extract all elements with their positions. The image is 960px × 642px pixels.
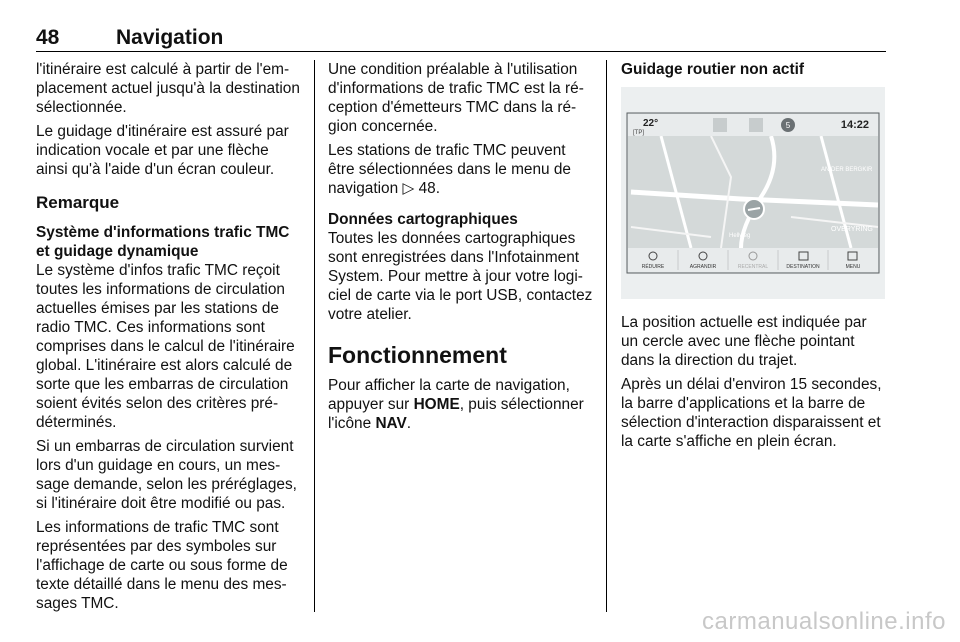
paragraph: Le système d'infos trafic TMC reçoit toutes les informations de circulation actuelles émises par les stations de radio TMC. Ces informations sont comprises dans le calcul de l'itinéraire global. L'itinéraire est alors calculé de sorte que les embarras de circulation soient évités selon des critères prédéterminés. <box>36 262 295 431</box>
paragraph-text: . <box>406 415 412 432</box>
column-left <box>36 60 304 618</box>
destination-button: DESTINATION <box>786 264 820 270</box>
paragraph <box>328 141 594 198</box>
navigation-screen-illustration <box>621 87 885 299</box>
street-label: AN DER BERGKIR <box>821 167 873 173</box>
clock-text: 14:22 <box>840 119 869 131</box>
reduce-button: RÉDUIRE <box>641 264 665 270</box>
column-right <box>621 60 887 456</box>
paragraph: La position actuelle est indiquée par un cercle avec une flèche pointant dans la direction du trajet. <box>621 314 867 369</box>
page-reference: 48. <box>418 180 440 197</box>
paragraph-text: Les stations de trafic TMC peuvent être sélectionnées dans le menu de navigation <box>328 142 571 197</box>
paragraph: Les informations de trafic TMC sont représentées par des symboles sur l'affichage de carte ou sous forme de texte détaillé dans le menu des messages TMC. <box>36 519 288 612</box>
paragraph: Une condition préalable à l'utilisation d'informations de trafic TMC est la réception d'émetteurs TMC dans la région concernée. <box>328 61 584 135</box>
header-rule <box>36 51 886 52</box>
page-number: 48 <box>36 26 60 49</box>
paragraph <box>328 376 594 433</box>
paragraph: Après un délai d'environ 15 secondes, la barre d'applications et la barre de sélection d'interaction disparaissent et la carte s'affiche en plein écran. <box>621 376 882 450</box>
page-header <box>36 26 886 52</box>
temperature-text: 22° <box>643 118 659 129</box>
enlarge-button: AGRANDIR <box>689 264 717 270</box>
paragraph: Toutes les données cartographiques sont enregistrées dans l'Infotainment System. Pour mettre à jour votre logiciel de carte via le port USB, contactez votre atelier. <box>328 230 593 323</box>
column-divider <box>314 60 315 612</box>
paragraph: l'itinéraire est calculé à partir de l'emplacement actuel jusqu'à la destination sélectionnée. <box>36 61 300 116</box>
section-subheading: Données cartographiques <box>328 211 518 228</box>
paragraph: Si un embarras de circulation survient lors d'un guidage en cours, un message demande, selon les préréglages, si l'itinéraire doit être modifié ou pas. <box>36 438 297 512</box>
paragraph-text: , puis sélectionner l'icône <box>328 396 584 432</box>
paragraph: Le guidage d'itinéraire est assuré par indication vocale et par une flèche ainsi qu'à l'aide d'un écran couleur. <box>36 123 289 178</box>
nav-keyword: NAV <box>375 415 407 432</box>
tp-label: [TP] <box>633 130 645 136</box>
section-heading: Fonctionnement <box>328 342 507 368</box>
street-label: OVERYRING <box>831 226 873 233</box>
menu-button: MENU <box>845 264 861 270</box>
footer-watermark: carmanualsonline.info <box>702 608 946 635</box>
page-ref-arrow-icon: ▷ <box>402 180 415 197</box>
remark-heading: Remarque <box>36 193 120 212</box>
paragraph-text: Pour afficher la carte de navigation, appuyer sur <box>328 377 570 413</box>
navigation-screen-figure <box>621 87 885 299</box>
figure-title: Guidage routier non actif <box>621 61 804 78</box>
column-divider <box>606 60 607 612</box>
street-label: Hellweg <box>729 233 751 239</box>
section-subheading: Système d'informations trafic TMC et guidage dynamique <box>36 224 290 260</box>
chapter-title: Navigation <box>116 26 224 49</box>
recenter-button: RECENTRAL <box>737 264 769 270</box>
column-middle <box>328 60 594 438</box>
app-icon <box>749 118 763 132</box>
home-keyword: HOME <box>413 396 460 413</box>
app-icon <box>713 118 727 132</box>
badge-count: 5 <box>785 121 791 130</box>
